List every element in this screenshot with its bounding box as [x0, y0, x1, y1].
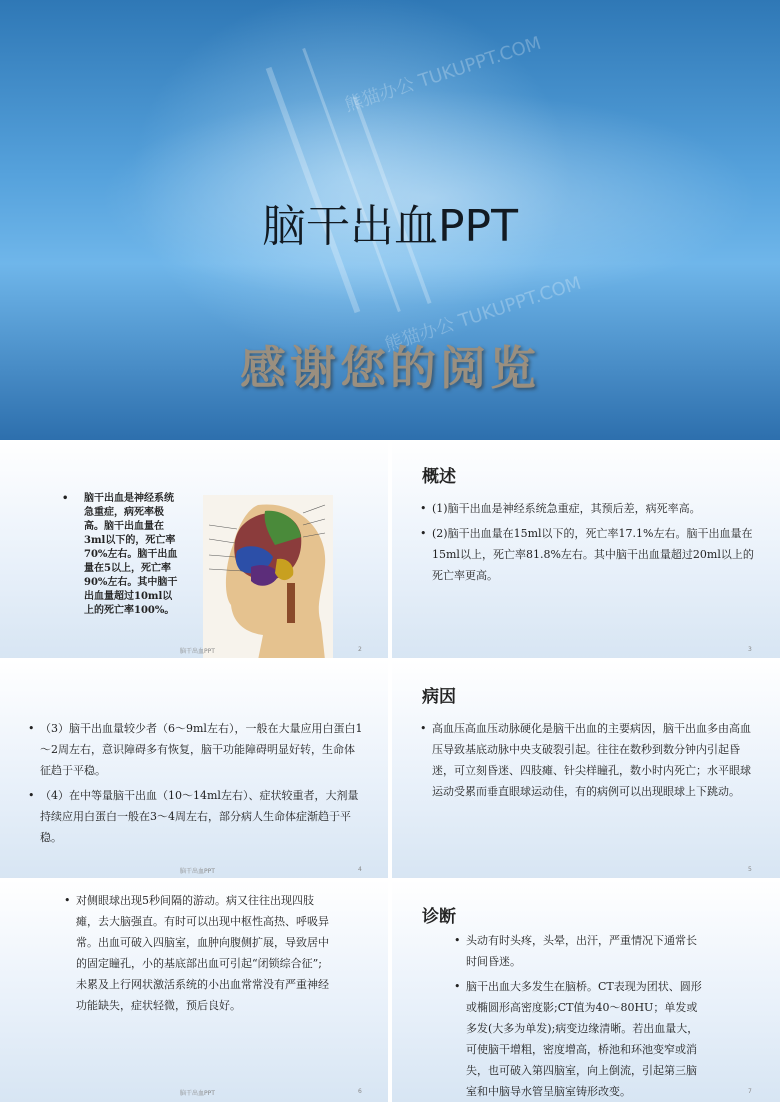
horizontal-separator: [0, 658, 780, 661]
slide-5-body: [420, 718, 755, 806]
page-number: 6: [358, 1088, 362, 1095]
slide-7-body: [454, 930, 704, 1102]
page-number: 4: [358, 866, 362, 873]
slide-2-bullet: • 脑干出血是神经系统急重症，病死率极高。脑干出血量在3ml以下的，死亡率70%左右。脑干出血量在5以上，死亡率90%左右。其中脑干出血量超过10ml以上的死亡率100%。: [62, 493, 178, 616]
slide-5-heading: 病因: [422, 687, 456, 707]
slide-6-body: [64, 890, 332, 1020]
page-number: 5: [748, 866, 752, 873]
cover-title: 脑干出血PPT: [262, 201, 518, 252]
slide-4-body: [28, 718, 363, 852]
list-item: • 高血压高血压动脉硬化是脑干出血的主要病因，脑干出血多由高血压导致基底动脉中央支破裂引起。往往在数秒到数分钟内引起昏迷，可立刻昏迷、四肢瘫、针尖样瞳孔，数小时内死亡；水平眼球运动受累而垂直眼球运动佳，有的病例可以出现眼球上下跳动。: [420, 718, 755, 802]
slide-2-text: 脑干出血是神经系统急重症，病死率极高。脑干出血量在3ml以下的，死亡率70%左右。脑干出血量在5以上，死亡率90%左右。其中脑干出血量超过10ml以上的死亡率100%。: [84, 493, 178, 616]
watermark: 熊猫办公 TUKUPPT.COM: [342, 32, 544, 117]
list-item: • (2)脑干出血量在15ml以下的，死亡率17.1%左右。脑干出血量在15ml以上，死亡率81.8%左右。其中脑干出血量超过20ml以上的死亡率更高。: [420, 523, 755, 586]
slide-7-heading: 诊断: [422, 907, 456, 927]
slide-7: [392, 880, 780, 1102]
list-item: • 脑干出血大多发生在脑桥。CT表现为团状、圆形或椭圆形高密度影;CT值为40～80HU；单发或多发(大多为单发);病变边缘清晰。若出血量大，可使脑干增粗，密度增高，桥池和环池变窄或消失，也可破入第四脑室，向上倒流，引起第三脑室和中脑导水管呈脑室铸形改变。: [454, 976, 704, 1102]
page-number: 7: [748, 1088, 752, 1095]
watermark: 熊猫办公 TUKUPPT.COM: [382, 272, 584, 357]
slide-4: [0, 660, 388, 880]
page-number: 2: [358, 646, 362, 653]
slide-2-text-block: [62, 492, 180, 618]
slide-3-heading: 概述: [422, 467, 456, 487]
brain-anatomy-image: [203, 495, 333, 660]
slide-6: [0, 880, 388, 1102]
slide-footer: 脑干出血PPT: [180, 648, 215, 655]
list-item: • (1)脑干出血是神经系统急重症，其预后差，病死率高。: [420, 498, 755, 519]
slide-2: [0, 440, 388, 660]
list-item: • 头动有时头疼，头晕，出汗，严重情况下通常长时间昏迷。: [454, 930, 704, 972]
slide-3: [392, 440, 780, 660]
slide-footer: 脑干出血PPT: [180, 868, 215, 875]
list-item: • （4）在中等量脑干出血（10～14ml左右）、症状较重者，大剂量持续应用白蛋白一般在3～4周左右，部分病人生命体症渐趋于平稳。: [28, 785, 363, 848]
cover-thanks-text: 感谢您的阅览: [240, 341, 540, 395]
horizontal-separator: [0, 878, 780, 881]
cover-slide: [0, 0, 780, 440]
slide-5: [392, 660, 780, 880]
slide-3-body: [420, 498, 755, 590]
page-number: 3: [748, 646, 752, 653]
list-item: • 对侧眼球出现5秒间隔的游动。病又往往出现四肢瘫，去大脑强直。有时可以出现中枢性高热、呼吸异常。出血可破入四脑室，血肿向腹侧扩展，导致居中的固定瞳孔，小的基底部出血可引起“闭锁综合征”;未累及上行网状激活系统的小出血常常没有严重神经功能缺失，症状轻微，预后良好。: [64, 890, 332, 1016]
slide-footer: 脑干出血PPT: [180, 1090, 215, 1097]
vertical-separator: [388, 440, 392, 1102]
list-item: • （3）脑干出血量较少者（6～9ml左右），一般在大量应用白蛋白1～2周左右，意识障碍多有恢复，脑干功能障碍明显好转，生命体征趋于平稳。: [28, 718, 363, 781]
